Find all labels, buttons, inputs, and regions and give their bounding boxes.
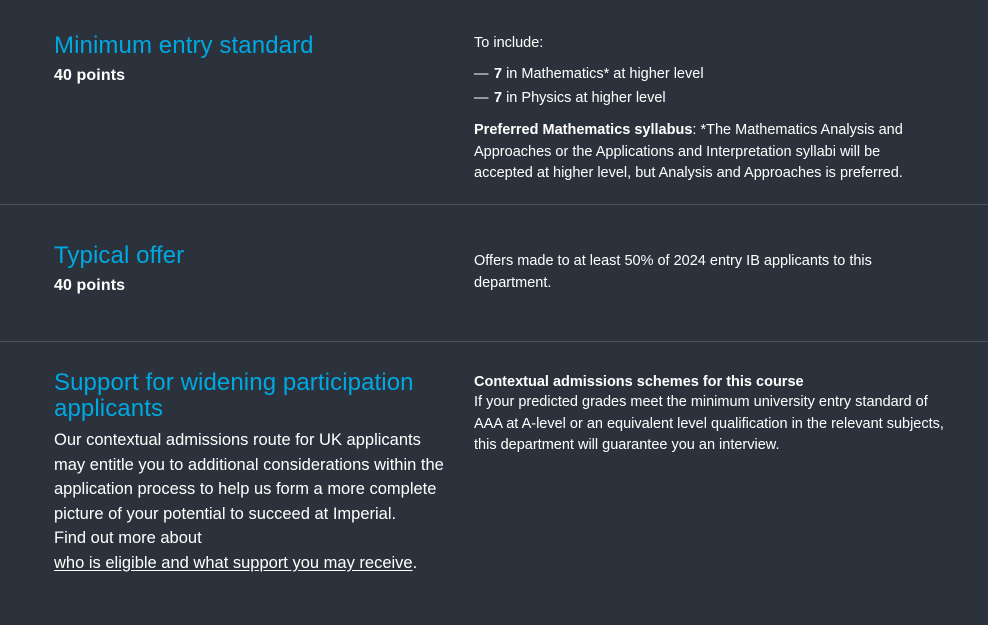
preferred-syllabus-label: Preferred Mathematics syllabus xyxy=(474,122,693,138)
dash-bullet-icon: — xyxy=(474,90,489,106)
preferred-syllabus-note xyxy=(474,120,926,185)
typical-offer-text: Offers made to at least 50% of 2024 entry IB applicants to this department. xyxy=(474,253,872,291)
dash-bullet-icon: — xyxy=(474,66,489,82)
typical-offer-right xyxy=(474,205,988,341)
requirement-grade: 7 xyxy=(494,66,503,82)
minimum-entry-standard-title: Minimum entry standard xyxy=(54,32,314,59)
widening-participation-left xyxy=(0,342,474,624)
minimum-entry-standard-points: 40 points xyxy=(54,67,126,84)
typical-offer-row xyxy=(0,205,988,342)
minimum-entry-standard-left xyxy=(0,0,474,204)
to-include-label: To include: xyxy=(474,35,544,51)
typical-offer-points: 40 points xyxy=(54,277,126,294)
widening-participation-title: Support for widening participation applicants xyxy=(54,369,414,422)
minimum-entry-standard-row xyxy=(0,0,988,205)
widening-participation-row xyxy=(0,342,988,624)
contextual-admissions-text: If your predicted grades meet the minimum university entry standard of AAA at A-level or an equivalent level qualification in the relevant subjects, this department will guarantee you an interview. xyxy=(474,394,944,453)
widening-participation-findout xyxy=(54,526,454,575)
preferred-syllabus-text: : *The Mathematics Analysis and Approaches or the Applications and Interpretation syllabi will be accepted at higher level, but Analysis and Approaches is preferred. xyxy=(474,122,903,181)
requirements-list xyxy=(474,62,948,110)
widening-participation-right xyxy=(474,342,988,624)
requirement-grade: 7 xyxy=(494,90,503,106)
typical-offer-title: Typical offer xyxy=(54,242,185,269)
minimum-entry-standard-right xyxy=(474,0,988,204)
widening-participation-body: Our contextual admissions route for UK applicants may entitle you to additional considerations within the application process to help us form a more complete picture of your potential to succeed at Imperial. xyxy=(54,431,444,523)
link-suffix: . xyxy=(412,553,418,572)
typical-offer-left xyxy=(0,205,474,341)
requirement-text: in Physics at higher level xyxy=(506,90,666,106)
findout-label: Find out more about xyxy=(54,529,202,547)
eligibility-support-link[interactable]: who is eligible and what support you may receive xyxy=(54,553,413,572)
list-item xyxy=(474,86,948,110)
contextual-admissions-heading: Contextual admissions schemes for this course xyxy=(474,374,804,390)
requirement-text: in Mathematics* at higher level xyxy=(506,66,704,82)
list-item xyxy=(474,62,948,86)
